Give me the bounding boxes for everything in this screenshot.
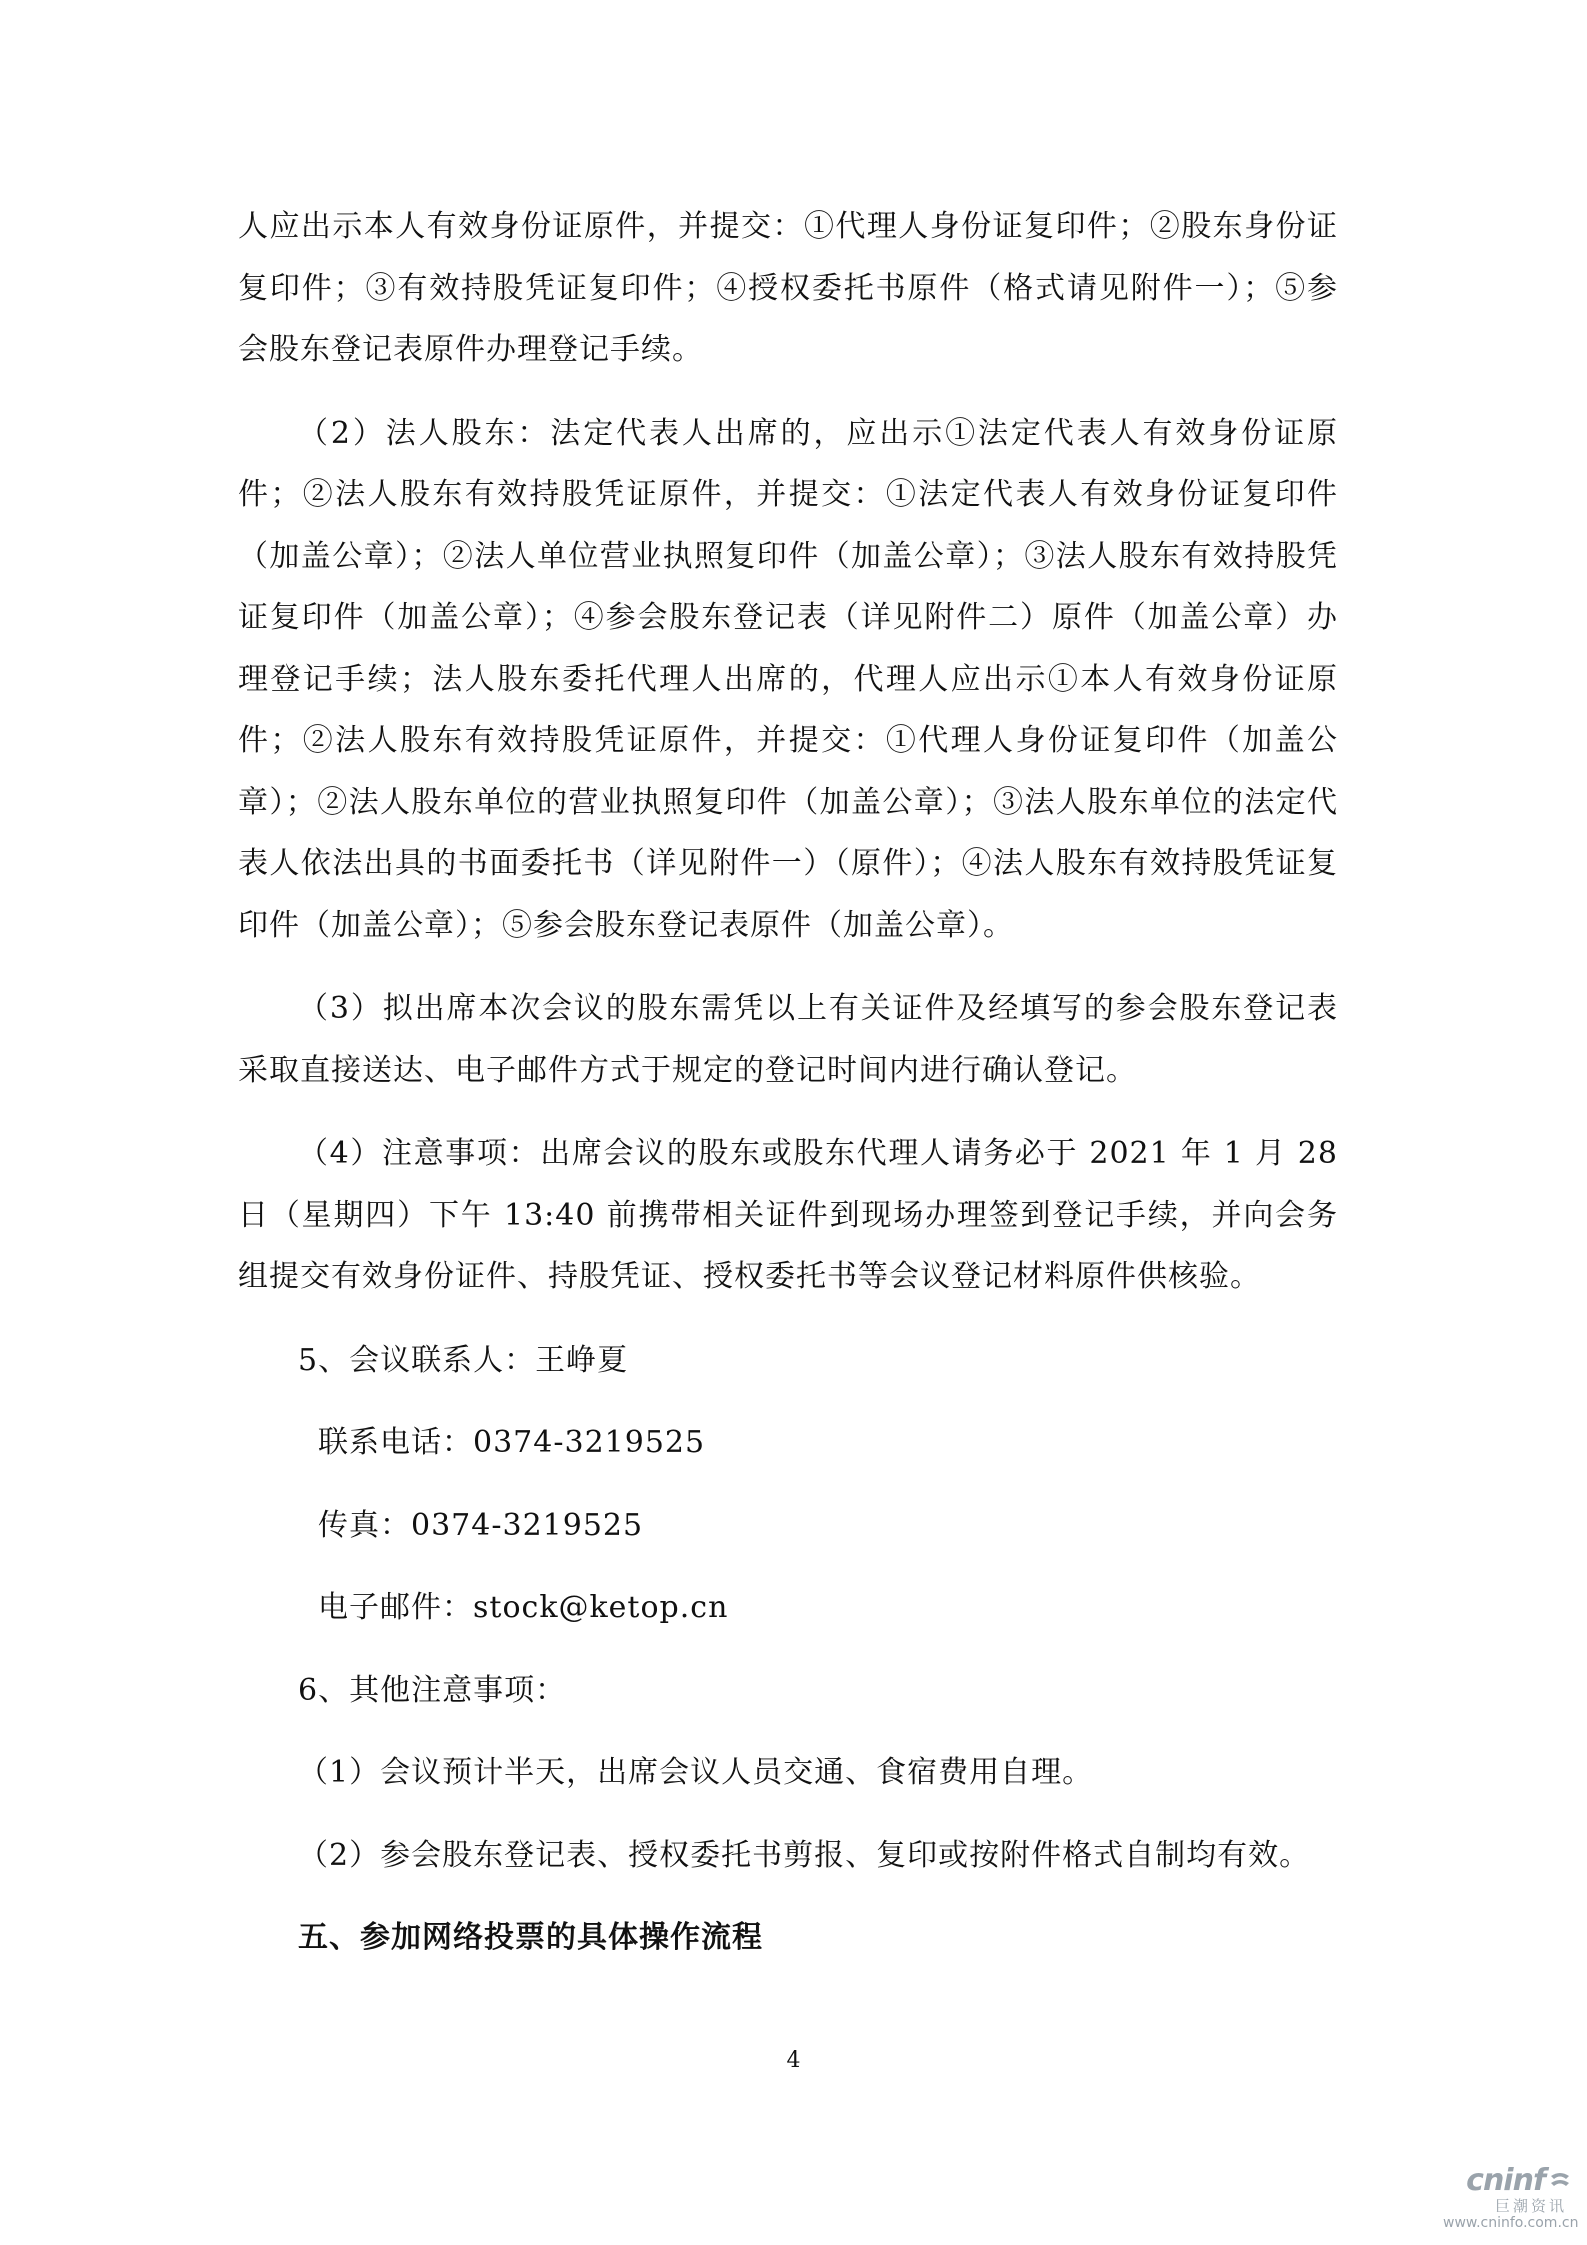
paragraph-registration-method: （3）拟出席本次会议的股东需凭以上有关证件及经填写的参会股东登记表采取直接送达、电子邮件方式于规定的登记时间内进行确认登记。 bbox=[238, 991, 1338, 1088]
contact-phone: 联系电话：0374-3219525 bbox=[318, 1425, 706, 1460]
section-heading: 五、参加网络投票的具体操作流程 bbox=[298, 1920, 763, 1955]
other-notes-title: 6、其他注意事项： bbox=[298, 1672, 567, 1708]
page-content bbox=[238, 196, 1338, 1990]
paragraph-notice-items: （4）注意事项：出席会议的股东或股东代理人请务必于 2021 年 1 月 28 日（星期四）下午 13:40 前携带相关证件到现场办理签到登记手续，并向会务组提交有效身份证件、持股凭证、授权委托书等会议登记材料原件供核验。 bbox=[238, 1136, 1338, 1294]
contact-email: 电子邮件：stock@ketop.cn bbox=[318, 1590, 729, 1625]
cninfo-watermark bbox=[1443, 2163, 1579, 2237]
contact-fax: 传真：0374-3219525 bbox=[318, 1507, 644, 1543]
other-notes-item: （1）会议预计半天，出席会议人员交通、食宿费用自理。 bbox=[298, 1755, 1094, 1790]
other-notes-item: （2）参会股东登记表、授权委托书剪报、复印或按附件格式自制均有效。 bbox=[298, 1837, 1311, 1873]
watermark-url: www.cninfo.com.cn bbox=[1443, 2215, 1579, 2231]
paragraph-legal-person-shareholder: （2）法人股东：法定代表人出席的，应出示①法定代表人有效身份证原件；②法人股东有效持股凭证原件，并提交：①法定代表人有效身份证复印件（加盖公章）；②法人单位营业执照复印件（加盖公章）；③法人股东有效持股凭证复印件（加盖公章）；④参会股东登记表（详见附件二）原件（加盖公章）办理登记手续；法人股东委托代理人出席的，代理人应出示①本人有效身份证原件；②法人股东有效持股凭证原件，并提交：①代理人身份证复印件（加盖公章）；②法人股东单位的营业执照复印件（加盖公章）；③法人股东单位的法定代表人依法出具的书面委托书（详见附件一）（原件）；④法人股东有效持股凭证复印件（加盖公章）；⑤参会股东登记表原件（加盖公章）。 bbox=[238, 415, 1338, 943]
cninfo-logo-icon bbox=[1547, 2168, 1573, 2194]
contact-person: 5、会议联系人：王峥夏 bbox=[298, 1342, 629, 1378]
watermark-subtitle: 巨潮资讯 bbox=[1494, 2197, 1567, 2215]
watermark-brand-text: cninf bbox=[1466, 2163, 1545, 2198]
page-number: 4 bbox=[786, 2048, 801, 2073]
watermark-brand bbox=[1466, 2165, 1573, 2197]
paragraph-individual-proxy: 人应出示本人有效身份证原件，并提交：①代理人身份证复印件；②股东身份证复印件；③有效持股凭证复印件；④授权委托书原件（格式请见附件一）；⑤参会股东登记表原件办理登记手续。 bbox=[238, 209, 1338, 367]
